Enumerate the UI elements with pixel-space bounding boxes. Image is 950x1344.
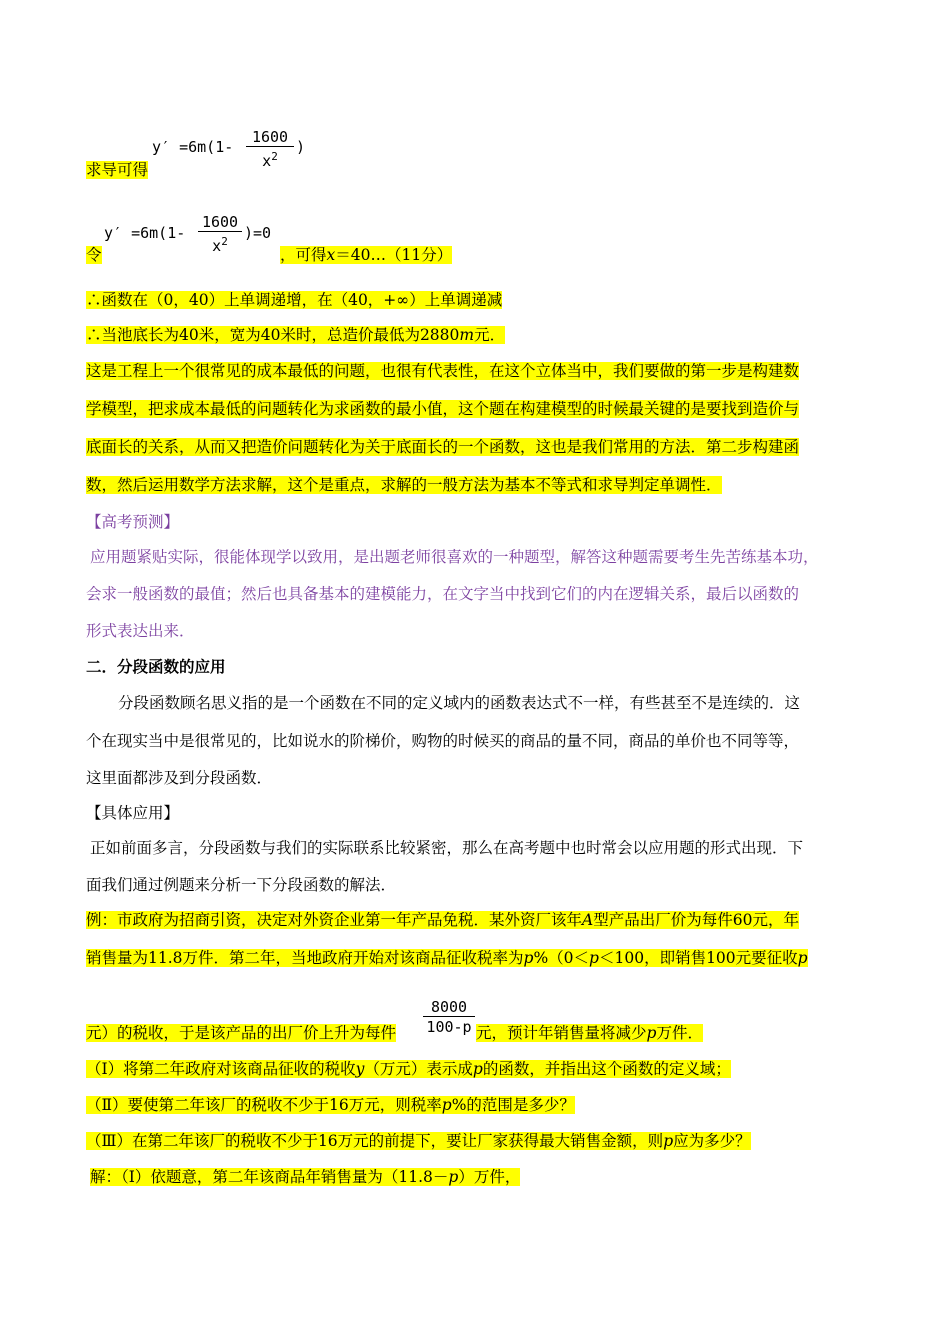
deriv1-den-exp: 2 xyxy=(271,150,278,163)
analysis-line-4 xyxy=(86,473,722,497)
question-2 xyxy=(86,1093,575,1117)
example-2c: ＜100，即销售100元要征收 xyxy=(598,949,798,967)
example-line-1 xyxy=(86,908,799,932)
solution-1 xyxy=(90,1165,520,1189)
conclusion-monotonic xyxy=(86,288,502,312)
example-3b: 元，预计年销售量将减少 xyxy=(476,1024,647,1042)
analysis-line-3 xyxy=(86,435,799,459)
deriv2-fraction xyxy=(198,213,242,256)
conclusion-cost-b: 元． xyxy=(474,326,506,344)
section2-intro-1: 分段函数顾名思义指的是一个函数在不同的定义域内的函数表达式不一样，有些甚至不是连续的．这 xyxy=(118,694,801,712)
deriv2-result-line xyxy=(280,243,452,267)
deriv2-prefix: y′ =6m(1- xyxy=(104,224,186,242)
deriv2-numerator: 1600 xyxy=(198,213,242,232)
forecast-heading: 【高考预测】 xyxy=(86,513,180,531)
question-3a: （Ⅲ）在第二年该厂的税收不少于16万元的前提下，要让厂家获得最大销售金额，则 xyxy=(86,1132,664,1150)
example-1-A: A xyxy=(582,911,594,929)
apply-line-2: 面我们通过例题来分析一下分段函数的解法． xyxy=(86,876,397,894)
question-1a: （Ⅰ）将第二年政府对该商品征收的税收 xyxy=(86,1060,356,1078)
deriv2-den-exp: 2 xyxy=(221,235,228,248)
question-1c: 的函数，并指出这个函数的定义域； xyxy=(482,1060,731,1078)
question-3-p: p xyxy=(663,1132,674,1150)
question-2-p: p xyxy=(441,1096,452,1114)
solution-1-text xyxy=(90,1168,520,1186)
example-2a: 销售量为11.8万件．第二年，当地政府开始对该商品征收税率为 xyxy=(86,949,524,967)
question-2-text xyxy=(86,1096,575,1114)
example-line-3a xyxy=(86,1021,396,1045)
example-3-p: p xyxy=(646,1024,657,1042)
example-3b-text xyxy=(476,1024,703,1042)
deriv2-result-pre: ，可得 xyxy=(280,246,327,264)
conclusion-monotonic-text: ∴函数在（0，40）上单调递增，在（40，+∞）上单调递减 xyxy=(86,291,503,309)
deriv1-label: 求导可得 xyxy=(86,161,149,179)
example-2-p: p xyxy=(523,949,534,967)
analysis-text-2: 学模型，把求成本最低的问题转化为求函数的最小值，这个题在构建模型的时候最关键的是要找到造价与 xyxy=(86,400,800,418)
analysis-text-1: 这是工程上一个很常见的成本最低的问题，也很有代表性，在这个立体当中，我们要做的第一步是构建数 xyxy=(86,362,800,380)
deriv1-denominator xyxy=(246,147,294,171)
question-3-text xyxy=(86,1132,751,1150)
example-2-p3: p xyxy=(797,949,808,967)
apply-heading: 【具体应用】 xyxy=(86,804,180,822)
deriv1-numerator: 1600 xyxy=(246,128,294,147)
deriv2-suffix: )=0 xyxy=(244,224,272,242)
analysis-line-2 xyxy=(86,397,799,421)
question-1 xyxy=(86,1057,731,1081)
deriv2-result-var: x xyxy=(326,246,336,264)
question-3 xyxy=(86,1129,751,1153)
example-3c: 万件． xyxy=(656,1024,703,1042)
question-2b: %的范围是多少？ xyxy=(451,1096,575,1114)
deriv2-label: 令 xyxy=(86,246,102,264)
conclusion-cost-m: m xyxy=(459,326,475,344)
example-1b: 型产品出厂价为每件60元，年 xyxy=(593,911,799,929)
deriv1-prefix: y′ =6m(1- xyxy=(152,138,234,156)
example-2-p2: p xyxy=(589,949,599,967)
deriv2-den-base: x xyxy=(212,237,222,255)
example-line-2 xyxy=(86,946,808,970)
price-fraction xyxy=(423,998,475,1037)
question-1-p: p xyxy=(472,1060,483,1078)
forecast-line-3: 形式表达出来． xyxy=(86,622,195,640)
example-1a: 例：市政府为招商引资，决定对外资企业第一年产品免税．某外资厂该年 xyxy=(86,911,583,929)
example-line-1-text xyxy=(86,911,799,929)
question-2a: （Ⅱ）要使第二年该厂的税收不少于16万元，则税率 xyxy=(86,1096,442,1114)
apply-line-1: 正如前面多言，分段函数与我们的实际联系比较紧密，那么在高考题中也时常会以应用题的形式出现．下 xyxy=(90,839,804,857)
question-1-y: y xyxy=(355,1060,365,1078)
deriv2-label-line xyxy=(86,243,102,267)
deriv2-denominator xyxy=(198,232,242,256)
price-fraction-numerator: 8000 xyxy=(423,998,475,1017)
conclusion-cost-a: ∴当池底长为40米，宽为40米时，总造价最低为2880 xyxy=(86,326,460,344)
deriv1-suffix: ) xyxy=(296,138,306,156)
deriv1-label-line xyxy=(86,158,148,182)
price-fraction-denominator: 100-p xyxy=(426,1018,472,1036)
example-line-3b xyxy=(476,1021,703,1045)
example-2b: %（0＜ xyxy=(533,949,590,967)
solution-1a: 解：（Ⅰ）依题意，第二年该商品年销售量为（11.8－ xyxy=(90,1168,449,1186)
deriv2-result xyxy=(280,246,452,264)
deriv1-fraction xyxy=(246,128,294,171)
forecast-line-2: 会求一般函数的最值；然后也具备基本的建模能力，在文字当中找到它们的内在逻辑关系，最后以函数的 xyxy=(86,585,800,603)
example-3a: 元）的税收，于是该产品的出厂价上升为每件 xyxy=(86,1024,397,1042)
section2-heading: 二．分段函数的应用 xyxy=(86,658,226,676)
forecast-line-1: 应用题紧贴实际，很能体现学以致用，是出题老师很喜欢的一种题型，解答这种题需要考生先苦练基本功， xyxy=(90,548,819,566)
conclusion-cost xyxy=(86,323,505,347)
analysis-text-4: 数，然后运用数学方法求解，这个是重点，求解的一般方法为基本不等式和求导判定单调性． xyxy=(86,476,722,494)
solution-1b: ）万件， xyxy=(458,1168,521,1186)
example-line-2-text xyxy=(86,949,808,967)
analysis-text-3: 底面长的关系，从而又把造价问题转化为关于底面长的一个函数，这也是我们常用的方法．第二步构建函 xyxy=(86,438,800,456)
question-1b: （万元）表示成 xyxy=(364,1060,473,1078)
conclusion-cost-text xyxy=(86,326,505,344)
question-3b: 应为多少？ xyxy=(673,1132,751,1150)
solution-1-p: p xyxy=(448,1168,459,1186)
analysis-line-1 xyxy=(86,359,799,383)
deriv2-result-post: ＝40…（11分） xyxy=(335,246,453,264)
deriv1-den-base: x xyxy=(262,152,272,170)
section2-intro-3: 这里面都涉及到分段函数． xyxy=(86,769,273,787)
question-1-text xyxy=(86,1060,731,1078)
section2-intro-2: 个在现实当中是很常见的，比如说水的阶梯价，购物的时候买的商品的量不同，商品的单价也不同等等， xyxy=(86,732,800,750)
